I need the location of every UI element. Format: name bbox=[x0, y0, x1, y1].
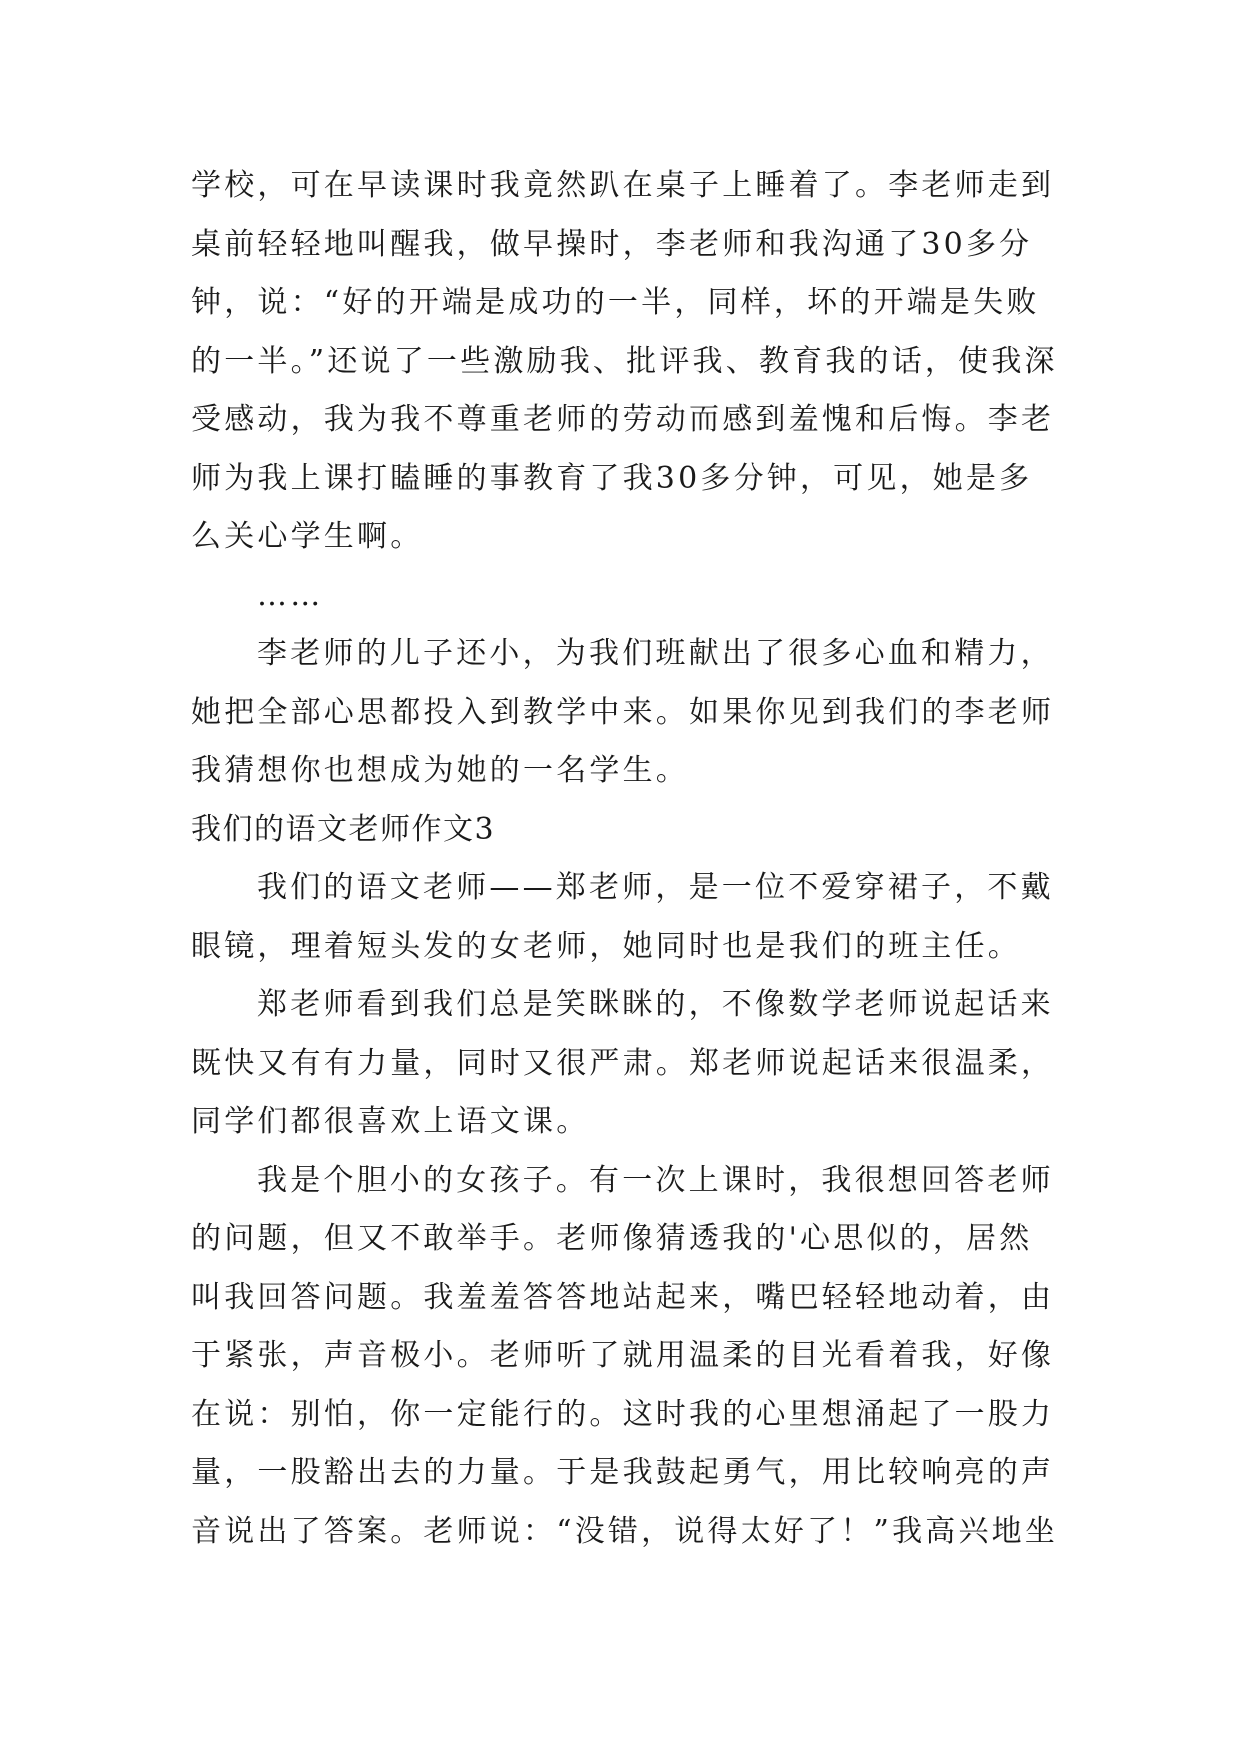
paragraph-ellipsis: …… bbox=[257, 577, 324, 613]
paragraph-continued: 学校，可在早读课时我竟然趴在桌子上睡着了。李老师走到桌前轻轻地叫醒我，做早操时，李老师和我沟通了30多分钟，说：“好的开端是成功的一半，同样，坏的开端是失败的一半。”还说了一些激励我、批评我、教育我的话，使我深受感动，我为我不尊重老师的劳动而感到羞愧和后悔。李老师为我上课打瞌睡的事教育了我30多分钟，可见，她是多么关心学生啊。 bbox=[191, 168, 1058, 554]
paragraph-teacher-intro: 我们的语文老师——郑老师，是一位不爱穿裙子，不戴眼镜，理着短头发的女老师，她同时也是我们的班主任。 bbox=[191, 870, 1054, 964]
section-title: 我们的语文老师作文3 bbox=[191, 811, 496, 847]
document-body bbox=[191, 157, 1061, 1561]
paragraph-son: 李老师的儿子还小，为我们班献出了很多心血和精力，她把全部心思都投入到教学中来。如果你见到我们的李老师我猜想你也想成为她的一名学生。 bbox=[191, 636, 1055, 788]
paragraph-teacher-manner: 郑老师看到我们总是笑眯眯的，不像数学老师说起话来既快又有有力量，同时又很严肃。郑老师说起话来很温柔，同学们都很喜欢上语文课。 bbox=[191, 987, 1055, 1139]
paragraph-class-story: 我是个胆小的女孩子。有一次上课时，我很想回答老师的问题，但又不敢举手。老师像猜透我的'心思似的，居然叫我回答问题。我羞羞答答地站起来，嘴巴轻轻地动着，由于紧张，声音极小。老师听了就用温柔的目光看着我，好像在说：别怕，你一定能行的。这时我的心里想涌起了一股力量，一股豁出去的力量。于是我鼓起勇气，用比较响亮的声音说出了答案。老师说：“没错，说得太好了！”我高兴地坐 bbox=[191, 1162, 1059, 1549]
